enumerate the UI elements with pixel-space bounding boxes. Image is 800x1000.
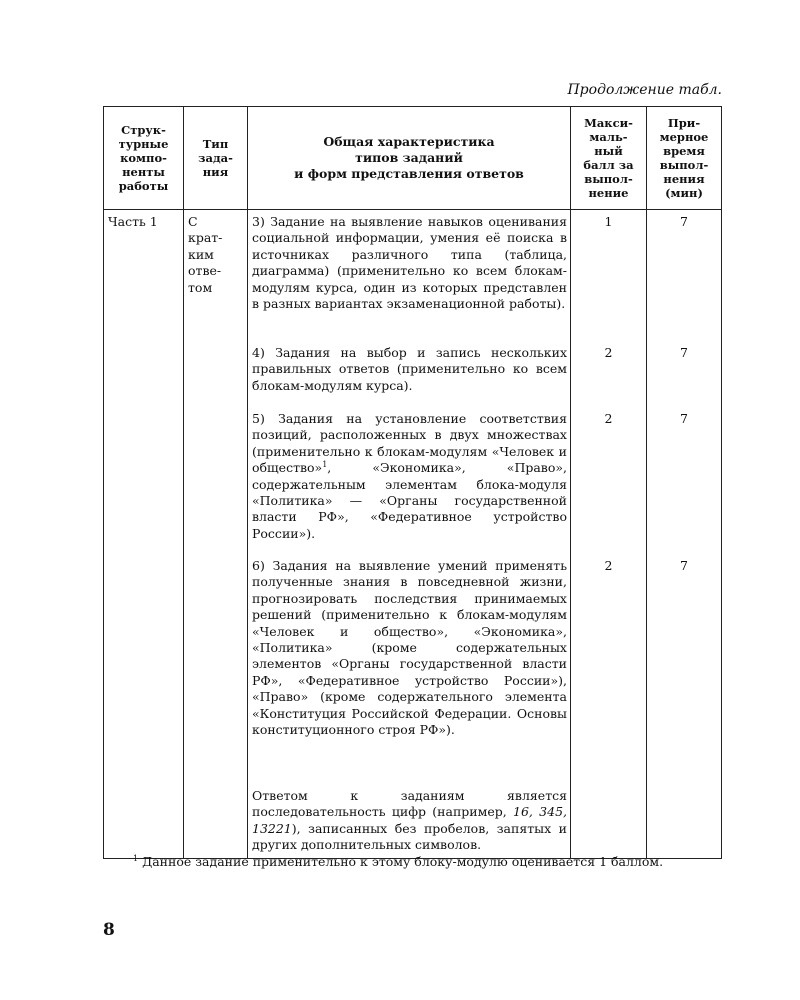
time-task-6: 7: [680, 558, 688, 573]
header-max-score: Макси- маль- ный балл за выпол- нение: [571, 107, 647, 210]
time-task-5: 7: [680, 411, 688, 426]
page-number: 8: [103, 920, 115, 940]
footnote-mark: 1: [133, 853, 139, 863]
task-5-text-end: , «Экономика», «Право», содержательным элементам блока-модуля «Политика» — «Органы государственной власти РФ», «Федеративное устройство России»).: [252, 460, 567, 541]
header-task-type: Тип зада- ния: [184, 107, 248, 210]
score-task-4: 2: [604, 345, 613, 360]
header-structural-components: Струк- турные компо- ненты работы: [104, 107, 184, 210]
answer-note-end: ), записанных без пробелов, запятых и других дополнительных символов.: [252, 820, 567, 853]
max-score-cell: [571, 210, 647, 859]
time-task-3: 7: [680, 214, 688, 229]
table-header-row: [104, 107, 722, 210]
task-5-text-start: 5) Задания на установление соответствия позиций, расположенных в двух множествах (применительно к блокам-модулям «Человек и общество»: [252, 411, 567, 476]
task-description-6: 6) Задания на выявление умений применять полученные знания в повседневной жизни, прогнозировать последствия принимаемых решений (применительно к блокам-модулям «Человек и общество», «Экономика», «Политика» (кроме содержательных элементов «Органы государственной власти РФ», «Федеративное устройство России»), «Право» (кроме содержательного элемента «Конституция Российской Федерации. Основы конституционного строя РФ»).: [252, 558, 567, 738]
footnote: [103, 853, 721, 870]
score-task-6: 2: [604, 558, 613, 573]
time-cell: [647, 210, 722, 859]
task-type-label: С крат- ким отве- том: [188, 214, 223, 295]
score-task-3: 1: [604, 214, 613, 229]
header-approx-time: При- мерное время выпол- нения (мин): [647, 107, 722, 210]
footnote-text: Данное задание применительно к этому блоку-модулю оценивается 1 баллом.: [138, 854, 664, 869]
header-general-description: Общая характеристика типов заданий и форм представления ответов: [248, 107, 571, 210]
answer-example: 16, 345, 13221: [252, 804, 568, 836]
task-description-4: 4) Задания на выбор и запись нескольких правильных ответов (применительно ко всем блокам-модулям курса).: [252, 345, 567, 393]
task-description-5: [252, 411, 567, 558]
score-task-5: 2: [604, 411, 613, 426]
answer-note-start: Ответом к заданиям является последовательность цифр (например,: [252, 788, 567, 820]
part-cell: [104, 210, 184, 859]
time-task-4: 7: [680, 345, 688, 360]
table-continuation-caption: Продолжение табл.: [567, 82, 722, 98]
description-cell: [248, 210, 571, 859]
answer-format-note: [252, 788, 567, 854]
task-description-3: 3) Задание на выявление навыков оценивания социальной информации, умения её поиска в источниках различного типа (таблица, диаграмма) (применительно ко всем блокам-модулям курса, один из которых представлен в разных вариантах экзаменационной работы).: [252, 214, 567, 312]
footnote-ref-mark: 1: [322, 460, 328, 470]
table-row: [104, 210, 722, 859]
exam-structure-table: [103, 106, 722, 859]
part-label: Часть 1: [108, 214, 158, 229]
task-type-cell: [184, 210, 248, 859]
